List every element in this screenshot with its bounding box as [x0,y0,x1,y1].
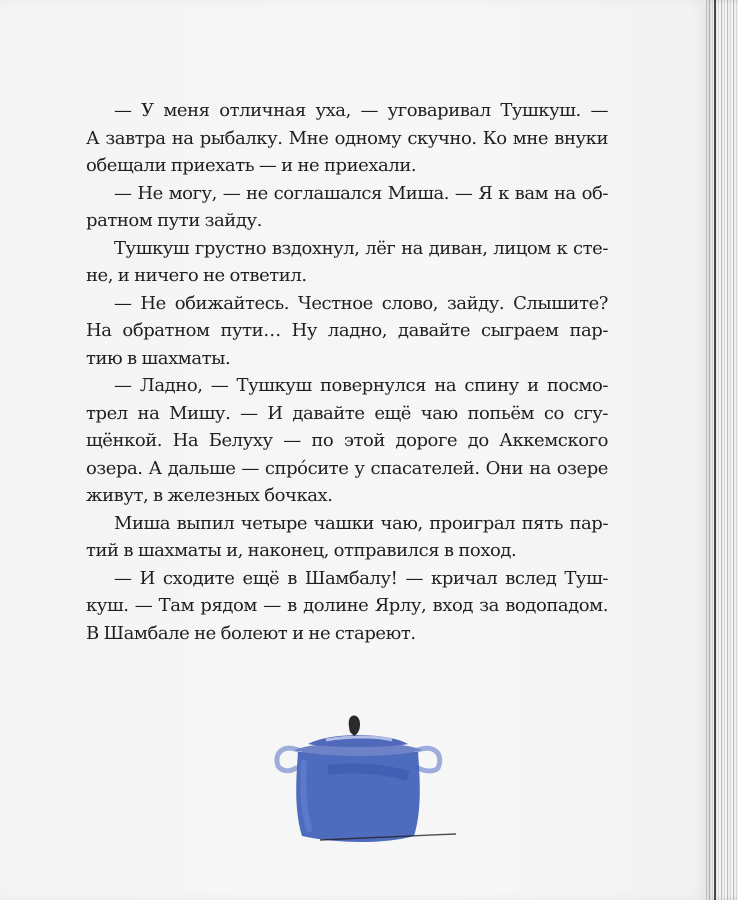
cooking-pot-icon [268,710,468,850]
text-line: А завтра на рыбалку. Мне одному скучно. Ко мне внуки [86,127,608,149]
text-line: Тушкуш грустно вздохнул, лёг на диван, лицом к сте- [114,237,608,259]
text-line: обещали приехать — и не приехали. [86,155,417,176]
text-line: не, и ничего не ответил. [86,265,307,286]
text-line: тий в шахматы и, наконец, отправился в поход. [86,540,517,561]
page-edges [706,0,738,900]
text-line: — Не могу, — не соглашался Миша. — Я к вам на об- [114,182,608,204]
text-line: — У меня отличная уха, — уговаривал Тушкуш. — [114,100,608,121]
text-line: В Шамбале не болеют и не стареют. [86,622,416,644]
text-line: живут, в железных бочках. [86,485,333,506]
text-line: трел на Мишу. — И давайте ещё чаю попьём со сгу- [86,402,608,424]
text-line: — И сходите ещё в Шамбалу! — кричал вслед Туш- [114,567,608,589]
text-line: щёнкой. На Белуху — по этой дороге до Аккемского [86,430,608,451]
story-text [86,97,608,647]
text-line: озера. А дальше — спро́сите у спасателей. Они на озере [86,457,608,479]
text-line: ратном пути зайду. [86,210,262,231]
text-line: тию в шахматы. [86,347,231,369]
text-line: — Не обижайтесь. Честное слово, зайду. Слышите? [114,292,608,314]
text-line: куш. — Там рядом — в долине Ярлу, вход за водопадом. [86,595,608,616]
text-line: — Ладно, — Тушкуш повернулся на спину и посмо- [114,375,608,396]
text-line: Миша выпил четыре чашки чаю, проиграл пять пар- [114,512,608,534]
text-line: На обратном пути… Ну ладно, давайте сыграем пар- [86,320,608,341]
